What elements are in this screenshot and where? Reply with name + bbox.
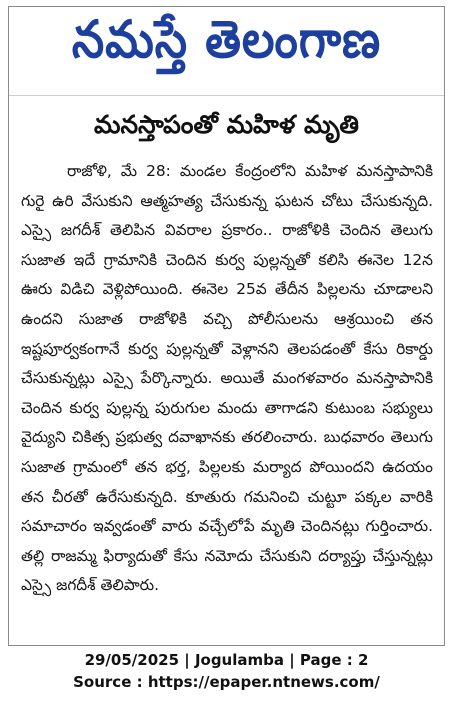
masthead-divider	[9, 95, 444, 96]
article-headline: మనస్తాపంతో మహిళ మృతి	[94, 110, 359, 139]
footer-source-link[interactable]: Source : https://epaper.ntnews.com/	[73, 673, 380, 691]
masthead-title: నమస్తే తెలంగాణ	[71, 9, 382, 70]
news-clipping	[8, 6, 445, 646]
footer-date-edition-page: 29/05/2025 | Jogulamba | Page : 2	[84, 651, 369, 669]
newspaper-masthead	[9, 7, 444, 85]
article-body: రాజోళి, మే 28: మండల కేంద్రంలోని మహిళ మనస్తాపానికి గురై ఉరి వేసుకుని ఆత్మహత్య చేసుకున్న ఘటన చోటు చేసుకున్నది. ఎస్సై జగదీశ్ తెలిపిన వివరాల ప్రకారం.. రాజోళికి చెందిన తెలుగు సుజాత ఇదే గ్రామానికి చెందిన కుర్వ పుల్లన్నతో కలిసి ఈనెల 12న ఊరు విడిచి వెళ్లిపోయింది. ఈనెల 25వ తేదీన పిల్లలను చూడాలని ఉందని సుజాత రాజోళికి వచ్చి పోలీసులను ఆశ్రయించి తన ఇష్టపూర్వకంగానే కుర్వ పుల్లన్నతో వెళ్లానని తెలపడంతో కేసు రికార్డు చేసుకున్నట్లు ఎస్సై పేర్కొన్నారు. అయితే మంగళవారం మనస్తాపానికి చెందిన కుర్వ పుల్లన్న పురుగుల మందు తాగాడని కుటుంబ సభ్యులు వైద్యుని చికిత్స ప్రభుత్వ దవాఖానకు తరలించారు. బుధవారం తెలుగు సుజాత గ్రామంలో తన భర్త, పిల్లలకు మర్యాద పోయిందని ఉదయం తన చీరతో ఉరేసుకున్నది. కూతురు గమనించి చుట్టూ పక్కల వారికి సమాచారం ఇవ్వడంతో వారు వచ్చేలోపే మృతి చెందినట్లు గుర్తించారు. తల్లి రాజమ్మ ఫిర్యాదుతో కేసు నమోదు చేసుకుని దర్యాప్తు చేస్తున్నట్లు ఎస్సై జగదీశ్ తెలిపారు.	[21, 162, 433, 595]
